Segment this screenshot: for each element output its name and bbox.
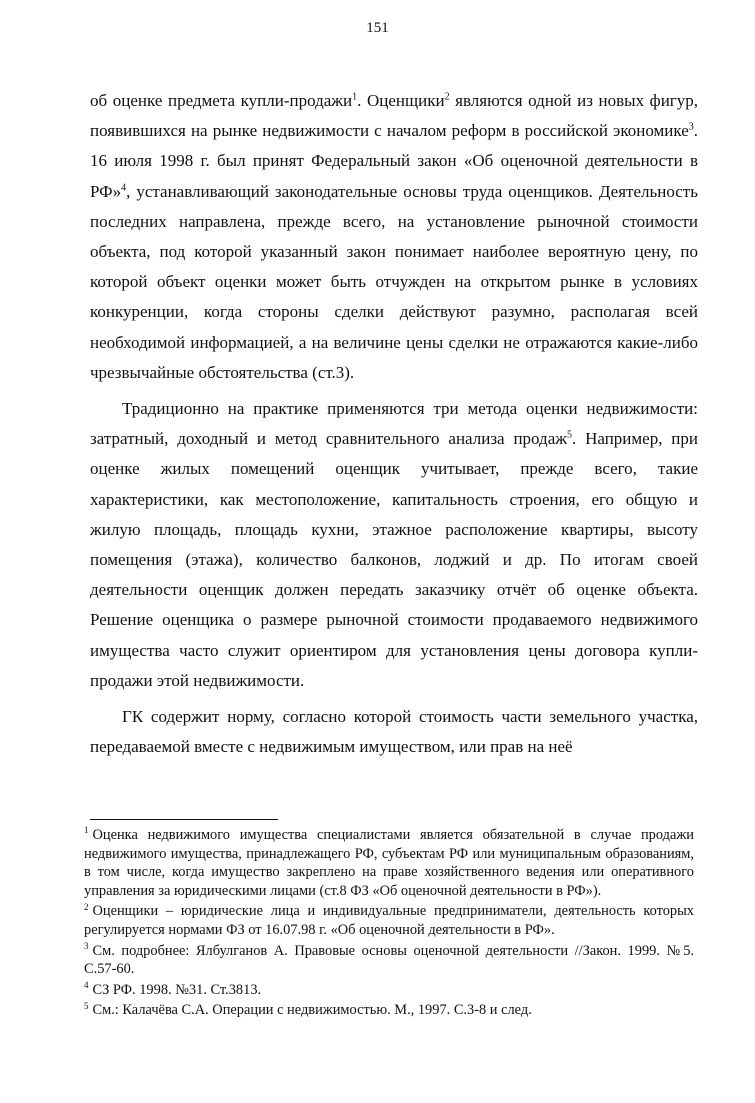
text-run: ГК содержит норму, согласно которой стоимость части земельного участка, передаваемой вместе с недвижимым имуществом, или прав на неё xyxy=(90,707,698,757)
paragraph-1 xyxy=(90,86,698,388)
footnote-number: 4 xyxy=(84,979,89,990)
paragraph-3 xyxy=(90,702,698,762)
footnotes xyxy=(84,826,694,1022)
footnote-ref: 3 xyxy=(688,121,694,133)
footnote-3 xyxy=(84,942,694,979)
text-run: . Оценщики xyxy=(357,91,445,110)
page-number: 151 xyxy=(366,20,389,36)
footnote-ref: 2 xyxy=(444,91,450,103)
footnote-text: СЗ РФ. 1998. №31. Ст.3813. xyxy=(92,981,262,998)
footnote-ref: 5 xyxy=(567,429,572,441)
footnote-number: 5 xyxy=(84,1000,89,1011)
footnote-5 xyxy=(84,1001,694,1020)
footnote-number: 2 xyxy=(84,901,89,912)
text-run: об оценке предмета купли-продажи xyxy=(90,91,353,110)
main-text xyxy=(90,86,698,762)
footnote-4 xyxy=(84,981,694,1000)
text-run: , устанавливающий законодательные основы труда оценщиков. Деятельность последних направлена, прежде всего, на установление рыночной стоимости объекта, под которой указанный закон понимает наиболее вероятную цену, по которой объект оценки может быть отчужден на открытом рынке в условиях конкуренции, когда стороны сделки действуют разумно, располагая всей необходимой информацией, а на величине цены сделки не отражаются какие-либо чрезвычайные обстоятельства (ст.3). xyxy=(90,181,698,382)
text-run: . Например, при оценке жилых помещений оценщик учитывает, прежде всего, такие характеристики, как местоположение, капитальность строения, его общую и жилую площадь, площадь кухни, этажное расположение квартиры, высоту помещения (этажа), количество балконов, лоджий и др. По итогам своей деятельности оценщик должен передать заказчику отчёт об оценке объекта. Решение оценщика о размере рыночной стоимости продаваемого недвижимого имущества часто служит ориентиром для установления цены договора купли-продажи этой недвижимости. xyxy=(90,429,698,690)
footnote-text: См.: Калачёва С.А. Операции с недвижимостью. М., 1997. С.3-8 и след. xyxy=(92,1002,532,1019)
footnote-text: Оценщики – юридические лица и индивидуальные предприниматели, деятельность которых регулируется нормами ФЗ от 16.07.98 г. «Об оценочной деятельности в РФ». xyxy=(84,903,694,938)
text-run: Традиционно на практике применяются три метода оценки недвижимости: затратный, доходный и метод сравнительного анализа продаж xyxy=(90,399,698,449)
text-run: . 16 июля 1998 г. был принят Федеральный закон «Об оценочной деятельности в РФ» xyxy=(90,121,698,201)
footnote-2 xyxy=(84,902,694,939)
footnote-number: 1 xyxy=(84,825,89,836)
footnote-text: Оценка недвижимого имущества специалистами является обязательной в случае продажи недвижимого имущества, принадлежащего РФ, субъектам РФ или муниципальным образованиям, в том числе, когда имущество закреплено на праве хозяйственного ведения или оперативного управления за юридическими лицами (ст.8 ФЗ «Об оценочной деятельности в РФ»). xyxy=(84,827,694,899)
text-run: являются одной из новых фигур, появившихся на рынке недвижимости с началом реформ в российской экономике xyxy=(90,91,699,141)
footnote-separator xyxy=(90,819,278,820)
footnote-text: См. подробнее: Ялбулганов А. Правовые основы оценочной деятельности //Закон. 1999. №5. С.57-60. xyxy=(84,942,694,978)
paragraph-2 xyxy=(90,394,698,696)
footnote-ref: 1 xyxy=(352,91,358,103)
footnote-ref: 4 xyxy=(121,181,127,193)
footnote-1 xyxy=(84,826,694,900)
footnote-number: 3 xyxy=(84,940,89,951)
